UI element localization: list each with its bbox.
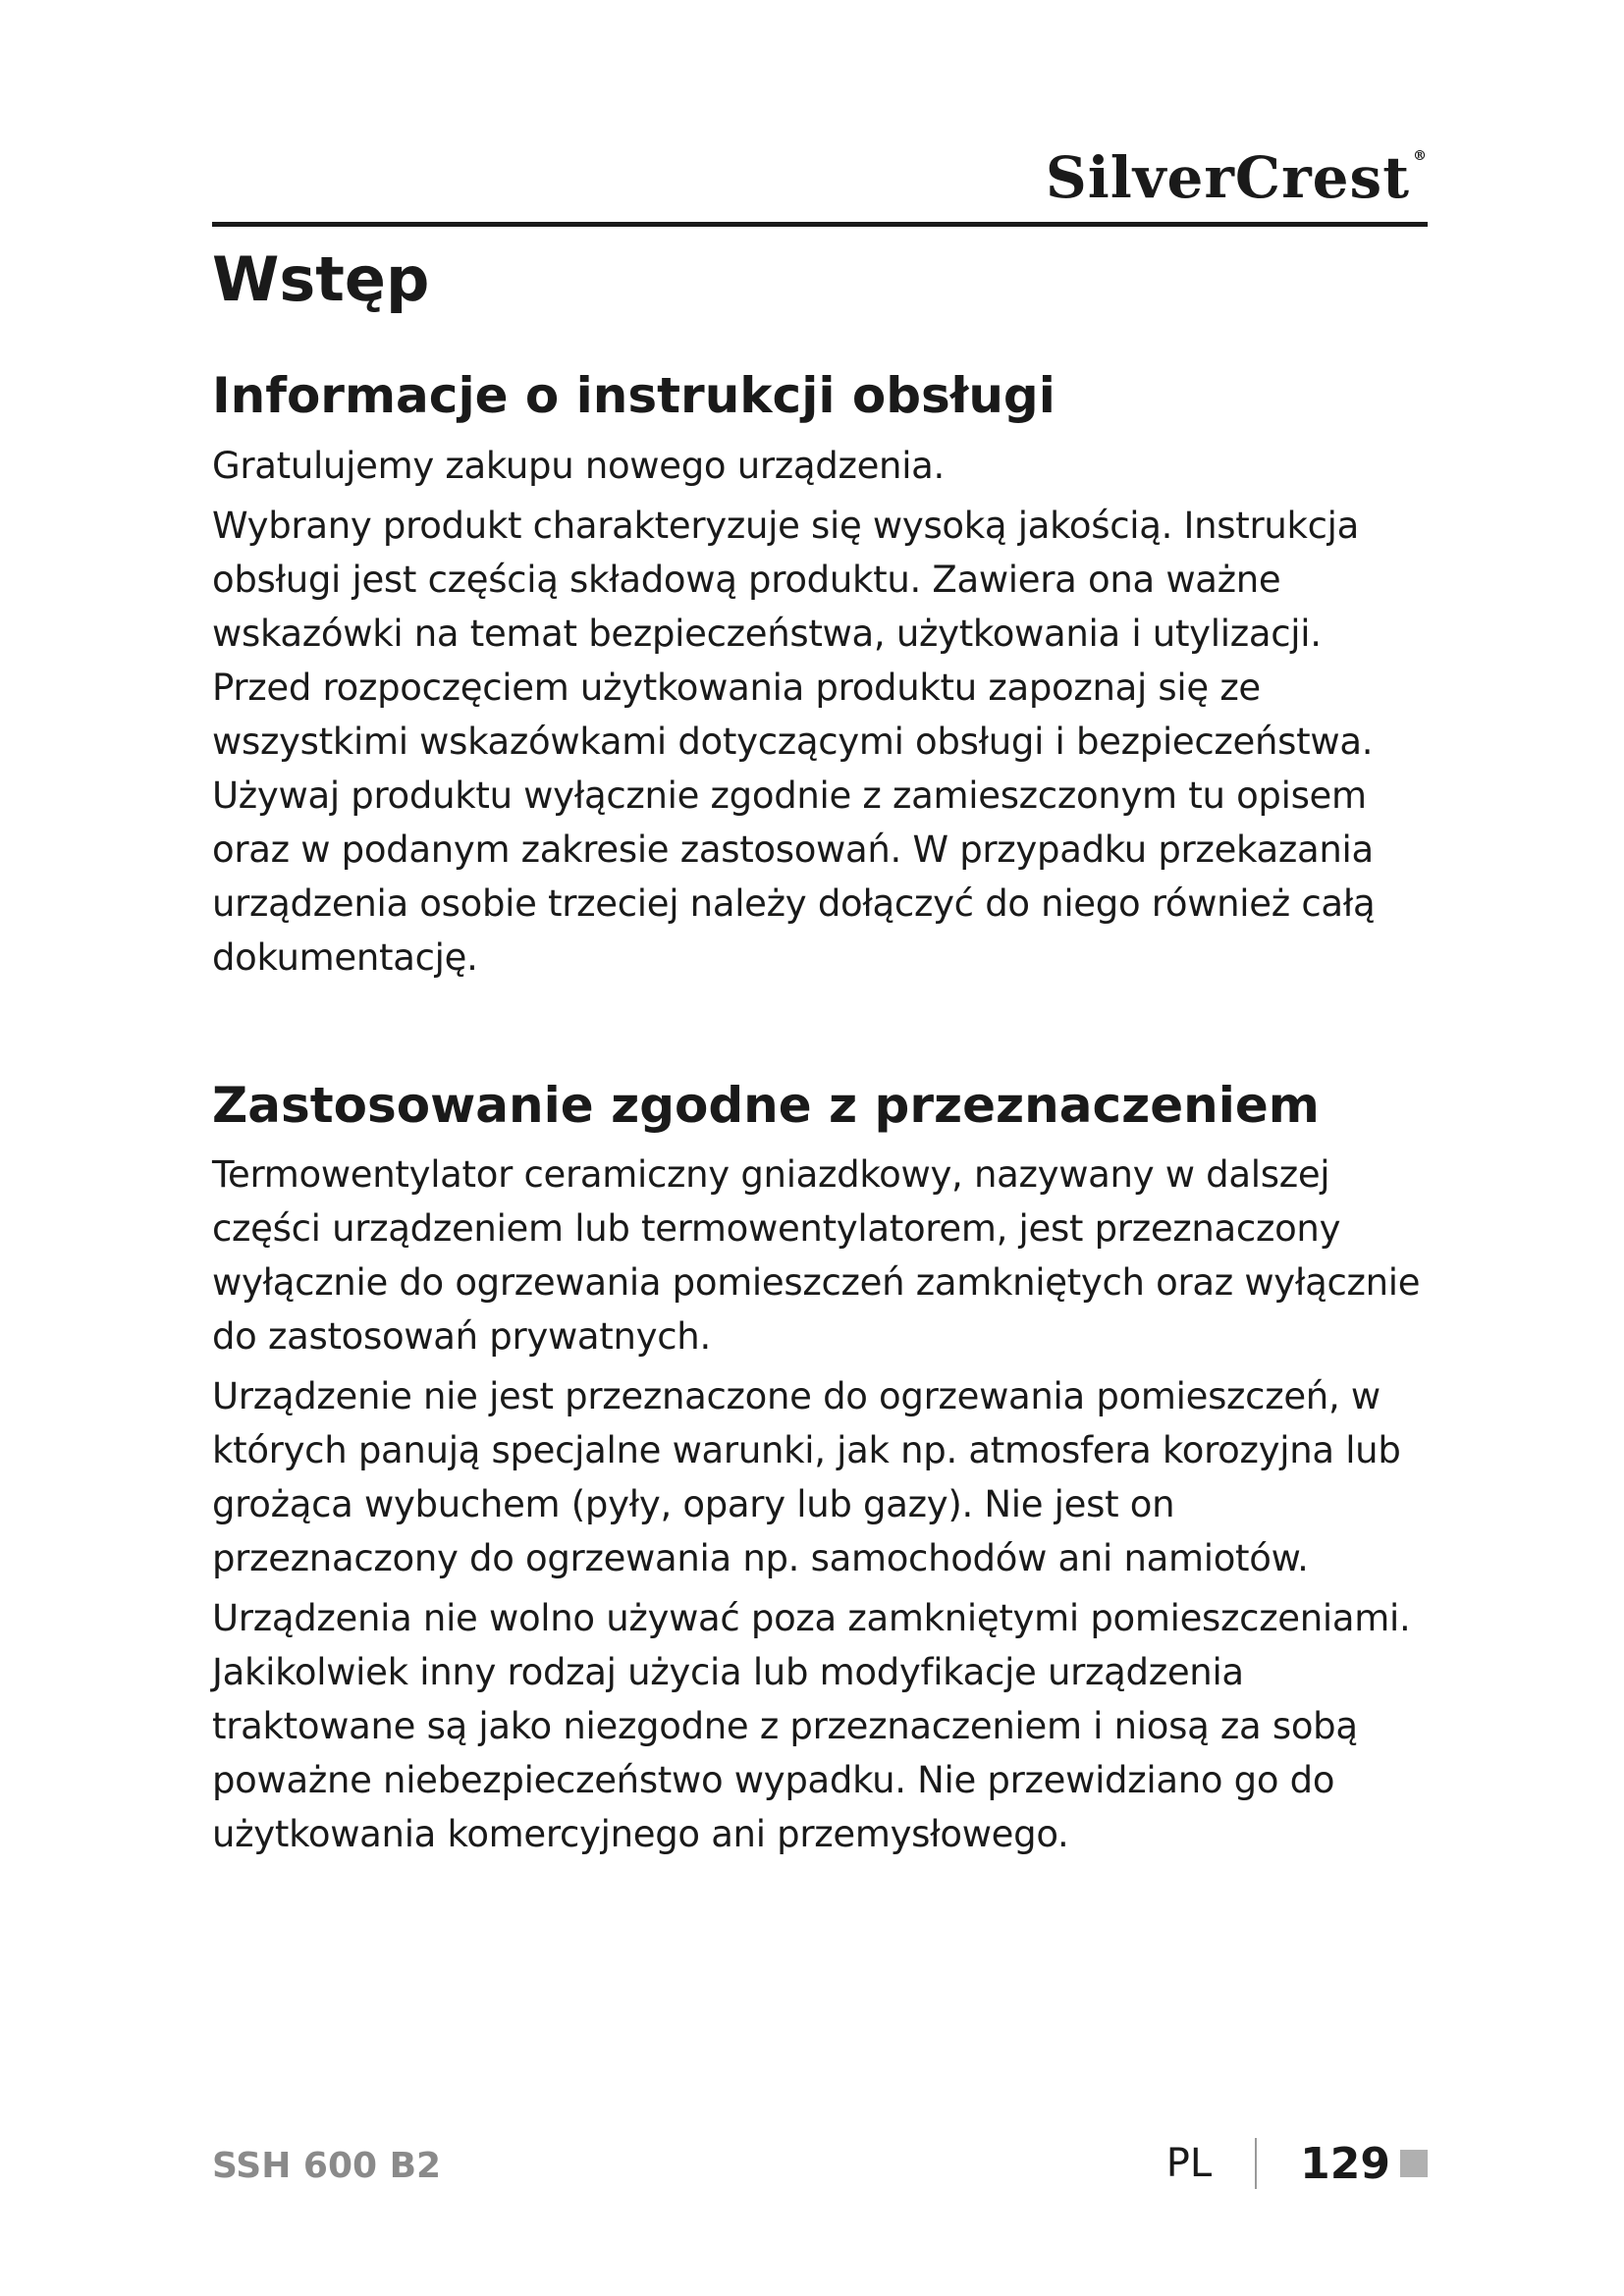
registered-mark: ® — [1413, 148, 1428, 164]
paragraph: Wybrany produkt charakteryzuje się wysoką jakością. Instrukcja obsługi jest częścią składową produktu. Zawiera ona ważne wskazówki na temat bezpieczeństwa, użytkowania i utylizacji. Przed rozpoczęciem użytkowania produktu zapoznaj się ze wszystkimi wskazówkami dotyczącymi obsługi i bezpieczeństwa. Używaj produktu wyłącznie zgodnie z zamieszczonym tu opisem oraz w podanym zakresie zastosowań. W przypadku przekazania urządzenia osobie trzeciej należy dołączyć do niego również całą dokumentację. — [212, 504, 1376, 979]
paragraph: Urządzenia nie wolno używać poza zamkniętymi pomieszczeniami. Jakikolwiek inny rodzaj użycia lub modyfikacje urządzenia traktowane są jako niezgodne z przeznaczeniem i niosą za sobą poważne niebezpieczeństwo wypadku. Nie przewidziano go do użytkowania komercyjnego ani przemysłowego. — [212, 1597, 1411, 1855]
section-intended-use — [212, 1075, 1430, 1862]
section-heading: Zastosowanie zgodne z przeznaczeniem — [212, 1076, 1320, 1134]
paragraph: Urządzenie nie jest przeznaczone do ogrzewania pomieszczeń, w których panują specjalne warunki, jak np. atmosfera korozyjna lub grożąca wybuchem (pyły, opary lub gazy). Nie jest on przeznaczony do ogrzewania np. samochodów ani namiotów. — [212, 1375, 1401, 1579]
paragraph: Gratulujemy zakupu nowego urządzenia. — [212, 444, 946, 487]
section-manual-info — [212, 365, 1430, 985]
page-title: Wstęp — [212, 243, 430, 315]
footer-divider — [1255, 2138, 1257, 2189]
brand-logo — [1045, 144, 1428, 211]
paragraph: Termowentylator ceramiczny gniazdkowy, nazywany w dalszej części urządzeniem lub termowentylatorem, jest przeznaczony wyłącznie do ogrzewania pomieszczeń zamkniętych oraz wyłącznie do zastosowań prywatnych. — [212, 1153, 1421, 1358]
page-content — [212, 365, 1430, 1867]
section-heading: Informacje o instrukcji obsługi — [212, 367, 1056, 424]
footer-language: PL — [1165, 2141, 1213, 2186]
square-marker-icon — [1400, 2150, 1428, 2177]
brand-logo-text: SilverCrest — [1045, 144, 1410, 211]
page-number: 129 — [1300, 2138, 1390, 2189]
footer-page-info — [1166, 2134, 1428, 2193]
footer-model: SSH 600 B2 — [212, 2146, 442, 2186]
header-rule — [212, 222, 1428, 227]
